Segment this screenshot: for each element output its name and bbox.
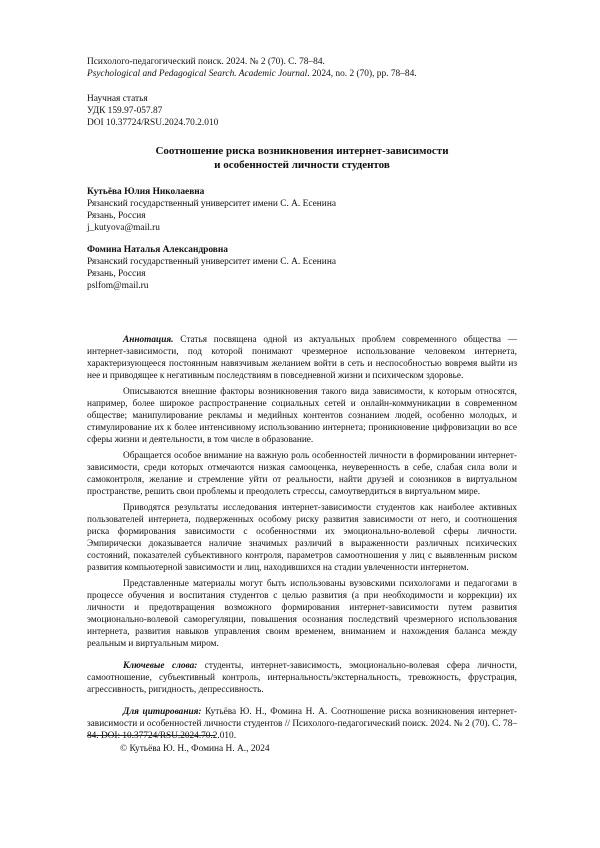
journal-en-title: Psychological and Pedagogical Search. Academic Journal xyxy=(87,69,307,79)
author-affiliation: Рязанский государственный университет имени С. А. Есенина xyxy=(87,256,517,268)
abstract-label: Аннотация. xyxy=(123,335,174,345)
title-line-1: Соотношение риска возникновения интернет-зависимости xyxy=(87,144,517,158)
author-email[interactable]: pslfom@mail.ru xyxy=(87,280,517,292)
doi: DOI 10.37724/RSU.2024.70.2.010 xyxy=(87,117,517,129)
abstract-paragraph-4: Приводятся результаты исследования интернет-зависимости студентов как наиболее активных пользователей интернета, подверженных особому риску развития зависимости от него, и соотношения риска формирования зависимости с особенностями их эмоционально-волевой сферы личности. Эмпирически доказывается наличие значимых различий в выраженности различных психических состояний, показателей субъективного контроля, параметров самоотношения у лиц с выявленным риском развития компьютерной зависимости и лиц, находившихся на стадии увлеченности интернетом. xyxy=(87,502,517,574)
author-name: Кутьёва Юлия Николаевна xyxy=(87,186,517,198)
citation-label: Для цитирования: xyxy=(123,707,202,717)
journal-header xyxy=(87,56,517,80)
author-email[interactable]: j_kutyova@mail.ru xyxy=(87,222,517,234)
article-meta xyxy=(87,93,517,129)
abstract xyxy=(87,334,517,650)
keywords-text: студенты, интернет-зависимость, эмоционально-волевая сфера личности, самоотношение, субъективный контроль, интернальность/экстернальность, тревожность, фрустрация, агрессивность, ригидность, депрессивность. xyxy=(87,661,517,695)
journal-citation-en xyxy=(87,68,517,80)
article-type: Научная статья xyxy=(87,93,517,105)
citation xyxy=(87,706,517,742)
title-line-2: и особенностей личности студентов xyxy=(87,158,517,172)
abstract-paragraph-3: Обращается особое внимание на важную роль особенностей личности в формировании интернет-зависимости, среди которых отмечаются низкая самооценка, неуверенность в себе, слабая сила воли и самоконтроля, желание и стремление уйти от реальности, найти друзей и союзников в виртуальном пространстве, решить свои проблемы и преодолеть стрессы, самоутвердиться в виртуальном мире. xyxy=(87,450,517,498)
udk-code: УДК 159.97-057.87 xyxy=(87,105,517,117)
author-city: Рязань, Россия xyxy=(87,268,517,280)
author-city: Рязань, Россия xyxy=(87,210,517,222)
author-2 xyxy=(87,244,517,292)
keywords-label: Ключевые слова: xyxy=(123,661,197,671)
journal-citation-ru: Психолого-педагогический поиск. 2024. № 2 (70). С. 78–84. xyxy=(87,56,517,68)
abstract-paragraph-1: Аннотация. Статья посвящена одной из актуальных проблем современного общества — интернет-зависимости, под которой понимают чрезмерное использование человеком интернета, характеризующееся постоянным навязчивым желанием войти в сеть и неспособностью вовремя выйти из нее и приводящее к негативным последствиям в повседневной жизни и психическом здоровье. xyxy=(87,334,517,382)
journal-en-rest: . 2024, no. 2 (70), pp. 78–84. xyxy=(307,69,416,79)
abstract-paragraph-2: Описываются внешние факторы возникновения такого вида зависимости, к которым относятся, например, более широкое распространение социальных сетей и онлайн-коммуникации в современном обществе; манипулирование рекламы и медийных контентов сознанием людей, особенно молодых, и стимулирование их к более интенсивному использованию интернета; проникновение цифровизации во все сферы жизни и деятельности, в том числе в образование. xyxy=(87,386,517,446)
article-title xyxy=(87,144,517,172)
copyright-notice: © Кутьёва Ю. Н., Фомина Н. А., 2024 xyxy=(120,743,270,755)
author-name: Фомина Наталья Александровна xyxy=(87,244,517,256)
page xyxy=(0,0,600,848)
article-first-page xyxy=(87,56,517,746)
footnote-divider xyxy=(87,735,215,736)
citation-text: Кутьёва Ю. Н., Фомина Н. А. Соотношение риска возникновения интернет-зависимости и особенностей личности студентов // Психолого-педагогический поиск. 2024. № 2 (70). С. 78–84. DOI: 10.37724/RSU.2024.70.2.010. xyxy=(87,707,517,741)
author-affiliation: Рязанский государственный университет имени С. А. Есенина xyxy=(87,198,517,210)
author-1 xyxy=(87,186,517,234)
keywords xyxy=(87,660,517,696)
abstract-paragraph-5: Представленные материалы могут быть использованы вузовскими психологами и педагогами в процессе обучения и воспитания студентов с целью развития (а при необходимости и коррекции) их личности и предотвращения возможного формирования интернет-зависимости путем развития эмоционально-волевой саморегуляции, повышения осознания последствий чрезмерного использования интернета, развития навыков управления своим временем, вниманием и нахождения баланса между реальным и виртуальным миром. xyxy=(87,578,517,650)
